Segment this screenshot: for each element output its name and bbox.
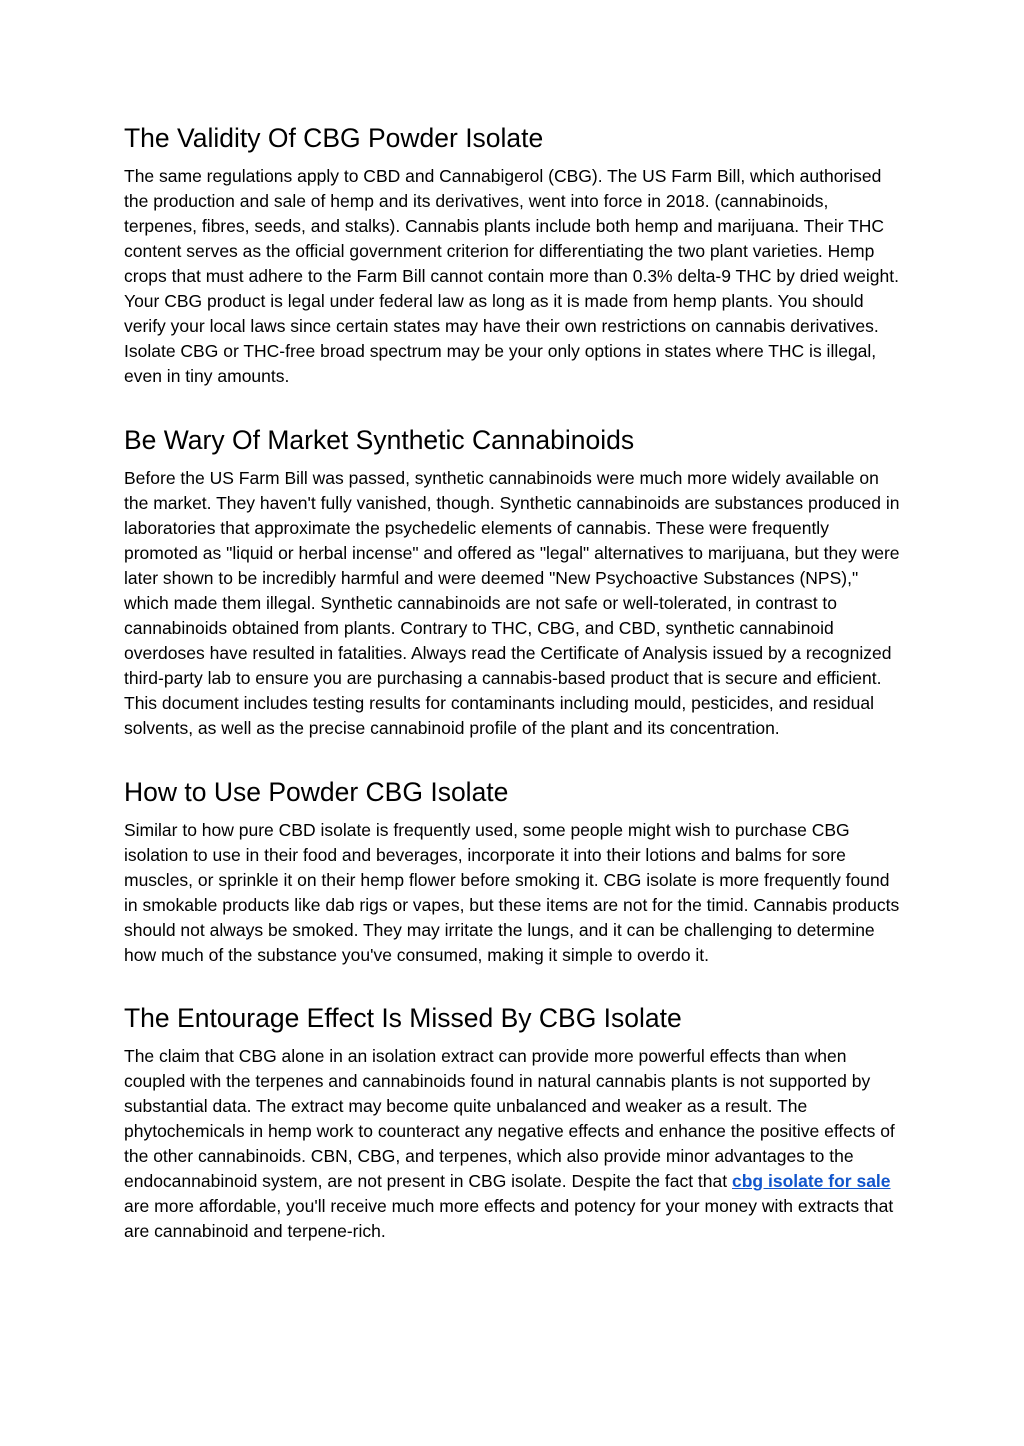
section-synthetic-cannabinoids [124,422,904,741]
section-paragraph [124,1044,904,1244]
section-heading: How to Use Powder CBG Isolate [124,777,509,807]
paragraph-text-before-link: The claim that CBG alone in an isolation extract can provide more powerful effects than when coupled with the terpenes and cannabinoids found in natural cannabis plants is not supported by substantial data. The extract may become quite unbalanced and weaker as a result. The phytochemicals in hemp work to counteract any negative effects and enhance the positive effects of the other cannabinoids. CBN, CBG, and terpenes, which also provide minor advantages to the endocannabinoid system, are not present in CBG isolate. Despite the fact that [124,1046,895,1191]
paragraph-text-after-link: are more affordable, you'll receive much more effects and potency for your money with extracts that are cannabinoid and terpene-rich. [124,1196,894,1241]
cbg-isolate-for-sale-link[interactable]: cbg isolate for sale [732,1171,891,1191]
section-paragraph: Before the US Farm Bill was passed, synthetic cannabinoids were much more widely available on the market. They haven't fully vanished, though. Synthetic cannabinoids are substances produced in laboratories that approximate the psychedelic elements of cannabis. These were frequently promoted as "liquid or herbal incense" and offered as "legal" alternatives to marijuana, but they were later shown to be incredibly harmful and were deemed "New Psychoactive Substances (NPS)," which made them illegal. Synthetic cannabinoids are not safe or well-tolerated, in contrast to cannabinoids obtained from plants. Contrary to THC, CBG, and CBD, synthetic cannabinoid overdoses have resulted in fatalities. Always read the Certificate of Analysis issued by a recognized third-party lab to ensure you are purchasing a cannabis-based product that is secure and efficient. This document includes testing results for contaminants including mould, pesticides, and residual solvents, as well as the precise cannabinoid profile of the plant and its concentration. [124,468,900,738]
section-heading: The Entourage Effect Is Missed By CBG Isolate [124,1003,682,1033]
section-heading: The Validity Of CBG Powder Isolate [124,123,544,153]
section-paragraph: Similar to how pure CBD isolate is frequently used, some people might wish to purchase CBG isolation to use in their food and beverages, incorporate it into their lotions and balms for sore muscles, or sprinkle it on their hemp flower before smoking it. CBG isolate is more frequently found in smokable products like dab rigs or vapes, but these items are not for the timid. Cannabis products should not always be smoked. They may irritate the lungs, and it can be challenging to determine how much of the substance you've consumed, making it simple to overdo it. [124,820,900,965]
section-validity [124,120,904,389]
section-paragraph: The same regulations apply to CBD and Cannabigerol (CBG). The US Farm Bill, which authorised the production and sale of hemp and its derivatives, went into force in 2018. (cannabinoids, terpenes, fibres, seeds, and stalks). Cannabis plants include both hemp and marijuana. Their THC content serves as the official government criterion for differentiating the two plant varieties. Hemp crops that must adhere to the Farm Bill cannot contain more than 0.3% delta-9 THC by dried weight. Your CBG product is legal under federal law as long as it is made from hemp plants. You should verify your local laws since certain states may have their own restrictions on cannabis derivatives. Isolate CBG or THC-free broad spectrum may be your only options in states where THC is illegal, even in tiny amounts. [124,166,899,386]
section-how-to-use [124,774,904,968]
document-body [124,120,904,1244]
section-entourage-effect [124,1000,904,1244]
section-heading: Be Wary Of Market Synthetic Cannabinoids [124,425,635,455]
